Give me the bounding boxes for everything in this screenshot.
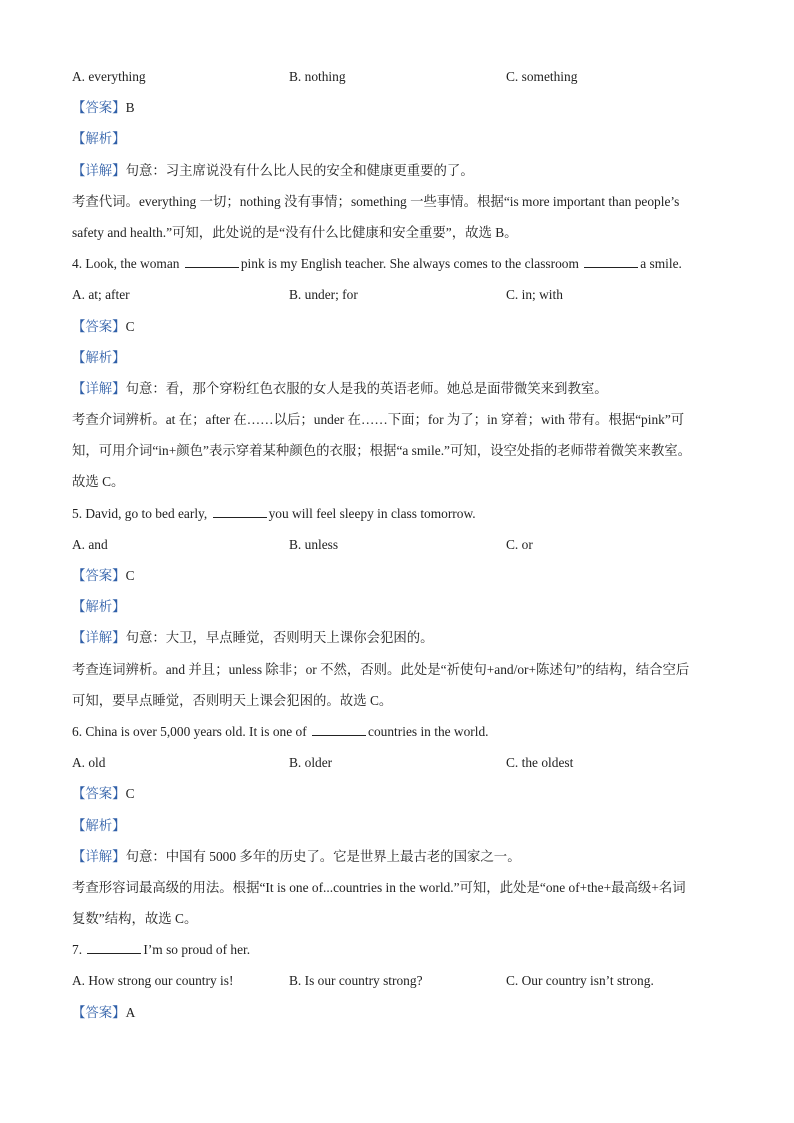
question-text: 5. David, go to bed early,	[72, 505, 211, 521]
q3-answer	[72, 95, 722, 126]
q4-detail	[72, 376, 722, 407]
q4-answer	[72, 314, 722, 345]
option-b: B. older	[289, 755, 333, 771]
q7-answer	[72, 1000, 722, 1031]
q3-explanation-2: safety and health.”可知，此处说的是“没有什么比健康和安全重要”，故选 B。	[72, 224, 518, 240]
question-text: 6. China is over 5,000 years old. It is one of	[72, 723, 311, 739]
option-a: A. at; after	[72, 287, 130, 303]
section-text: C	[125, 568, 135, 583]
document-page	[72, 64, 722, 1031]
q6-explanation-1: 考查形容词最高级的用法。根据“It is one of...countries in the world.”可知，此处是“one of+the+最高级+名词	[72, 879, 686, 895]
option-b: B. under; for	[289, 287, 358, 303]
option-c: C. something	[506, 69, 578, 84]
question-text: I’m so proud of her.	[143, 942, 251, 958]
q4-question	[72, 251, 722, 282]
section-tag: 【答案】	[72, 786, 126, 802]
q7-question	[72, 937, 722, 968]
option-a: A. everything	[72, 69, 146, 84]
section-tag: 【解析】	[72, 349, 126, 365]
section-text: 句意：中国有 5000 多年的历史了。它是世界上最古老的国家之一。	[125, 848, 521, 864]
q3-explanation-1: 考查代词。everything 一切；nothing 没有事情；something 一些事情。根据“is more important than people’s	[72, 193, 680, 209]
option-a: A. and	[72, 536, 108, 552]
section-text: 句意：习主席说没有什么比人民的安全和健康更重要的了。	[125, 162, 474, 178]
section-tag: 【解析】	[72, 131, 126, 147]
question-text: 4. Look, the woman	[72, 256, 183, 272]
q4-explanation-3: 故选 C。	[72, 474, 125, 490]
answer-blank	[584, 256, 638, 268]
q5-question	[72, 501, 722, 532]
section-text: 句意：看，那个穿粉红色衣服的女人是我的英语老师。她总是面带微笑来到教室。	[125, 380, 608, 396]
q6-explanation-2: 复数”结构，故选 C。	[72, 911, 198, 927]
q6-options	[72, 750, 722, 781]
section-tag: 【详解】	[72, 162, 126, 178]
section-tag: 【解析】	[72, 817, 126, 833]
q3-analysis-label	[72, 126, 722, 157]
section-tag: 【详解】	[72, 848, 126, 864]
q5-analysis-label	[72, 594, 722, 625]
q4-explanation-1: 考查介词辨析。at 在；after 在……以后；under 在……下面；for 为了；in 穿着；with 带有。根据“pink”可	[72, 412, 685, 428]
question-text: a smile.	[640, 256, 682, 272]
q5-explanation-2: 可知，要早点睡觉，否则明天上课会犯困的。故选 C。	[72, 692, 393, 708]
q6-answer	[72, 781, 722, 812]
q4-options	[72, 282, 722, 313]
q4-explanation-2: 知，可用介词“in+颜色”表示穿着某种颜色的衣服；根据“a smile.”可知，设空处指的老师带着微笑来教室。	[72, 443, 692, 459]
question-text: you will feel sleepy in class tomorrow.	[268, 505, 476, 521]
section-text: C	[125, 318, 135, 334]
question-text: countries in the world.	[368, 723, 489, 739]
answer-blank	[312, 724, 366, 736]
section-tag: 【详解】	[72, 380, 126, 396]
option-c: C. Our country isn’t strong.	[506, 973, 654, 989]
q7-options	[72, 968, 722, 999]
answer-blank	[185, 256, 239, 268]
option-a: A. old	[72, 755, 106, 771]
q6-question	[72, 719, 722, 750]
option-c: C. in; with	[506, 287, 563, 303]
section-text: 句意：大卫，早点睡觉，否则明天上课你会犯困的。	[125, 630, 434, 646]
q5-detail	[72, 625, 722, 656]
q6-analysis-label	[72, 813, 722, 844]
section-tag: 【答案】	[72, 100, 126, 116]
section-text: A	[125, 1004, 136, 1020]
q3-options	[72, 64, 722, 95]
q3-detail	[72, 158, 722, 189]
question-text: 7.	[72, 942, 86, 958]
option-c: C. the oldest	[506, 755, 574, 771]
option-b: B. Is our country strong?	[289, 973, 423, 989]
answer-blank	[213, 506, 267, 518]
section-text: B	[125, 100, 135, 116]
section-tag: 【详解】	[72, 630, 126, 646]
q5-options	[72, 532, 722, 563]
option-b: B. unless	[289, 536, 339, 552]
q4-analysis-label	[72, 345, 722, 376]
q5-explanation-1: 考查连词辨析。and 并且；unless 除非；or 不然，否则。此处是“祈使句+and/or+陈述句”的结构，结合空后	[72, 661, 690, 677]
q5-answer	[72, 563, 722, 594]
question-text: pink is my English teacher. She always comes to the classroom	[240, 256, 583, 272]
option-b: B. nothing	[289, 69, 346, 84]
section-tag: 【解析】	[72, 599, 126, 615]
section-tag: 【答案】	[72, 1004, 126, 1020]
section-tag: 【答案】	[72, 568, 126, 583]
section-text: C	[125, 786, 135, 802]
option-c: C. or	[506, 536, 533, 552]
q6-detail	[72, 844, 722, 875]
option-a: A. How strong our country is!	[72, 973, 234, 989]
section-tag: 【答案】	[72, 318, 126, 334]
answer-blank	[87, 942, 141, 954]
